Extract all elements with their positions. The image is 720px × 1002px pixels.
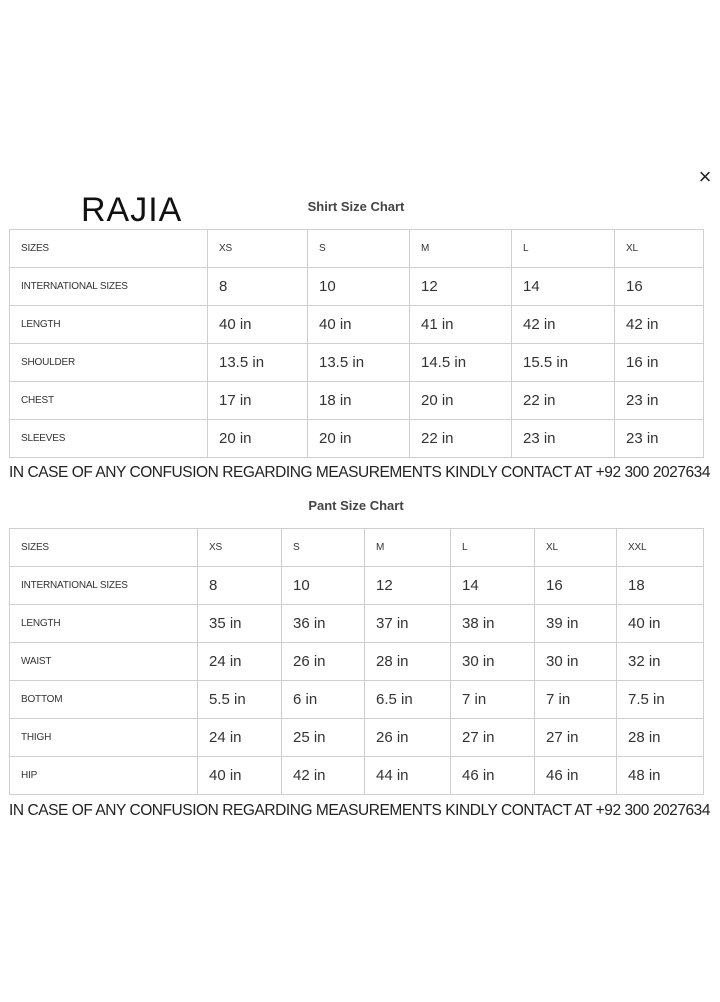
measurement-value-cell: 10 [308,268,410,306]
measurement-value-cell: 14 [451,567,535,605]
measurement-value-cell: 23 in [512,420,615,458]
measurement-value-cell: 40 in [198,757,282,795]
measurement-value-cell: 13.5 in [208,344,308,382]
measurement-value-cell: 40 in [617,605,704,643]
measurement-value-cell: 42 in [282,757,365,795]
size-header-cell: XS [198,529,282,567]
measurement-value-cell: 16 in [615,344,704,382]
measurement-label-cell: LENGTH [10,605,198,643]
measurement-value-cell: 40 in [208,306,308,344]
size-header-cell: S [308,230,410,268]
table-header-row [10,230,704,268]
measurement-value-cell: 24 in [198,719,282,757]
measurement-value-cell: 44 in [365,757,451,795]
measurement-value-cell: 48 in [617,757,704,795]
measurement-value-cell: 8 [198,567,282,605]
size-header-cell: L [451,529,535,567]
measurement-value-cell: 6.5 in [365,681,451,719]
measurement-value-cell: 46 in [451,757,535,795]
table-row [10,268,704,306]
measurement-value-cell: 20 in [308,420,410,458]
measurement-value-cell: 12 [410,268,512,306]
measurement-value-cell: 23 in [615,420,704,458]
measurement-value-cell: 20 in [208,420,308,458]
measurement-value-cell: 8 [208,268,308,306]
close-icon[interactable]: × [698,164,712,189]
table-row [10,382,704,420]
measurement-value-cell: 18 in [308,382,410,420]
measurement-value-cell: 39 in [535,605,617,643]
measurement-value-cell: 16 [535,567,617,605]
size-header-cell: L [512,230,615,268]
measurement-value-cell: 14.5 in [410,344,512,382]
table-row [10,681,704,719]
measurement-value-cell: 30 in [451,643,535,681]
measurement-label-cell: INTERNATIONAL SIZES [10,567,198,605]
table-row [10,420,704,458]
measurement-value-cell: 38 in [451,605,535,643]
shirt-contact-notice: IN CASE OF ANY CONFUSION REGARDING MEASUREMENTS KINDLY CONTACT AT +92 300 2027634 [9,464,711,481]
measurement-value-cell: 26 in [365,719,451,757]
measurement-value-cell: 16 [615,268,704,306]
measurement-label-cell: WAIST [10,643,198,681]
pant-size-table [9,528,704,795]
measurement-value-cell: 42 in [615,306,704,344]
size-header-cell: XS [208,230,308,268]
measurement-label-cell: INTERNATIONAL SIZES [10,268,208,306]
size-header-cell: SIZES [10,230,208,268]
measurement-value-cell: 18 [617,567,704,605]
measurement-value-cell: 42 in [512,306,615,344]
measurement-value-cell: 32 in [617,643,704,681]
measurement-value-cell: 27 in [535,719,617,757]
measurement-value-cell: 10 [282,567,365,605]
size-header-cell: S [282,529,365,567]
measurement-label-cell: SLEEVES [10,420,208,458]
measurement-value-cell: 12 [365,567,451,605]
measurement-value-cell: 41 in [410,306,512,344]
measurement-value-cell: 26 in [282,643,365,681]
pant-contact-notice: IN CASE OF ANY CONFUSION REGARDING MEASUREMENTS KINDLY CONTACT AT +92 300 2027634 [9,802,711,819]
measurement-value-cell: 35 in [198,605,282,643]
pant-chart-title: Pant Size Chart [308,498,404,513]
measurement-label-cell: CHEST [10,382,208,420]
measurement-label-cell: HIP [10,757,198,795]
measurement-value-cell: 7.5 in [617,681,704,719]
table-row [10,605,704,643]
measurement-value-cell: 46 in [535,757,617,795]
brand-logo: RAJIA [81,191,183,229]
measurement-value-cell: 36 in [282,605,365,643]
shirt-chart-title: Shirt Size Chart [307,199,405,214]
measurement-value-cell: 25 in [282,719,365,757]
measurement-value-cell: 37 in [365,605,451,643]
table-row [10,643,704,681]
measurement-value-cell: 28 in [617,719,704,757]
measurement-value-cell: 14 [512,268,615,306]
measurement-value-cell: 15.5 in [512,344,615,382]
size-header-cell: XL [535,529,617,567]
measurement-value-cell: 17 in [208,382,308,420]
table-row [10,567,704,605]
size-header-cell: XL [615,230,704,268]
measurement-value-cell: 7 in [451,681,535,719]
table-row [10,344,704,382]
measurement-value-cell: 27 in [451,719,535,757]
measurement-value-cell: 40 in [308,306,410,344]
measurement-value-cell: 6 in [282,681,365,719]
measurement-value-cell: 22 in [410,420,512,458]
table-row [10,306,704,344]
size-header-cell: XXL [617,529,704,567]
measurement-value-cell: 24 in [198,643,282,681]
table-row [10,719,704,757]
measurement-value-cell: 7 in [535,681,617,719]
measurement-label-cell: BOTTOM [10,681,198,719]
size-header-cell: M [410,230,512,268]
measurement-label-cell: LENGTH [10,306,208,344]
size-header-cell: SIZES [10,529,198,567]
measurement-label-cell: THIGH [10,719,198,757]
size-header-cell: M [365,529,451,567]
measurement-value-cell: 30 in [535,643,617,681]
measurement-value-cell: 13.5 in [308,344,410,382]
measurement-value-cell: 22 in [512,382,615,420]
measurement-value-cell: 20 in [410,382,512,420]
measurement-value-cell: 28 in [365,643,451,681]
measurement-label-cell: SHOULDER [10,344,208,382]
shirt-size-table [9,229,704,458]
measurement-value-cell: 23 in [615,382,704,420]
table-row [10,757,704,795]
table-header-row [10,529,704,567]
measurement-value-cell: 5.5 in [198,681,282,719]
